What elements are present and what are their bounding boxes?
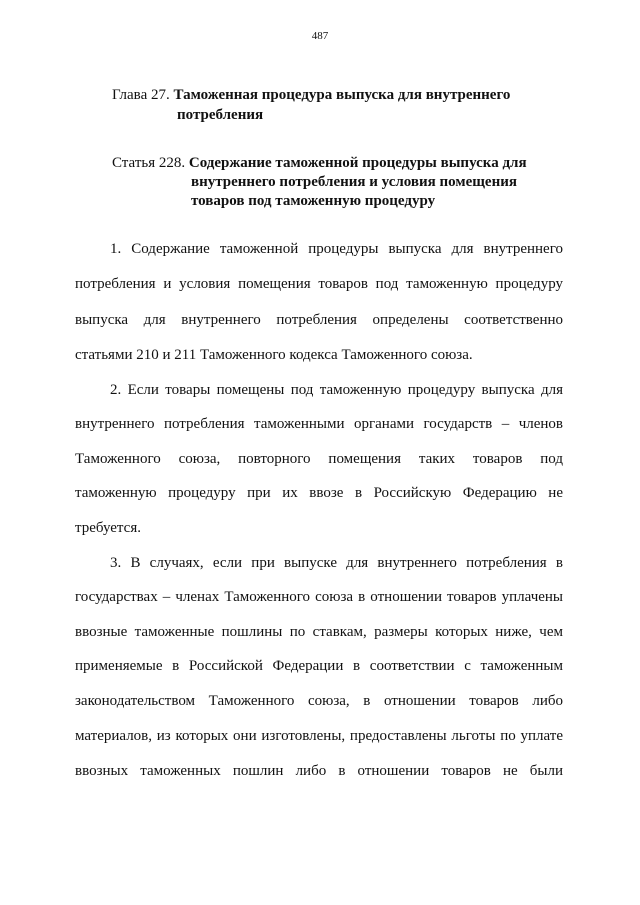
chapter-title-continuation <box>177 105 263 125</box>
text-line: потребления и условия помещения товаров под таможенную процедуру <box>75 276 563 292</box>
article-title-line-2: внутреннего потребления и условия помещения <box>191 174 517 190</box>
text-line: государствах – членах Таможенного союза в отношении товаров уплачены <box>75 589 563 605</box>
text-line: ввозных таможенных пошлин либо в отношении товаров не были <box>75 763 563 779</box>
chapter-heading <box>112 85 510 105</box>
text-line: материалов, из которых они изготовлены, предоставлены льготы по уплате <box>75 728 563 744</box>
text-line: законодательством Таможенного союза, в отношении товаров либо <box>75 693 563 709</box>
text-line: ввозные таможенные пошлины по ставкам, размеры которых ниже, чем <box>75 624 563 640</box>
text-line: 2. Если товары помещены под таможенную процедуру выпуска для <box>110 382 563 398</box>
text-line: таможенную процедуру при их ввозе в Российскую Федерацию не <box>75 485 563 501</box>
article-title-line-1: Содержание таможенной процедуры выпуска для <box>188 155 527 171</box>
article-label: Статья 228. <box>112 155 186 171</box>
text-line: Таможенного союза, повторного помещения таких товаров под <box>75 451 563 467</box>
text-line: 3. В случаях, если при выпуске для внутреннего потребления в <box>110 555 563 571</box>
text-line: 1. Содержание таможенной процедуры выпуска для внутреннего <box>110 241 563 257</box>
chapter-label: Глава 27. <box>112 87 170 103</box>
article-title-continuation <box>191 191 435 211</box>
article-heading <box>112 153 527 173</box>
text-line: внутреннего потребления таможенными органами государств – членов <box>75 416 563 432</box>
article-title-line-3: товаров под таможенную процедуру <box>191 193 436 209</box>
article-title-continuation <box>191 172 517 192</box>
chapter-title-line-2: потребления <box>177 107 264 123</box>
text-line: требуется. <box>75 520 141 536</box>
text-line: статьями 210 и 211 Таможенного кодекса Таможенного союза. <box>75 347 473 363</box>
text-line: выпуска для внутреннего потребления определены соответственно <box>75 312 563 328</box>
page-number: 487 <box>311 30 329 42</box>
chapter-title-line-1: Таможенная процедура выпуска для внутреннего <box>173 87 511 103</box>
text-line: применяемые в Российской Федерации в соответствии с таможенным <box>75 658 563 674</box>
